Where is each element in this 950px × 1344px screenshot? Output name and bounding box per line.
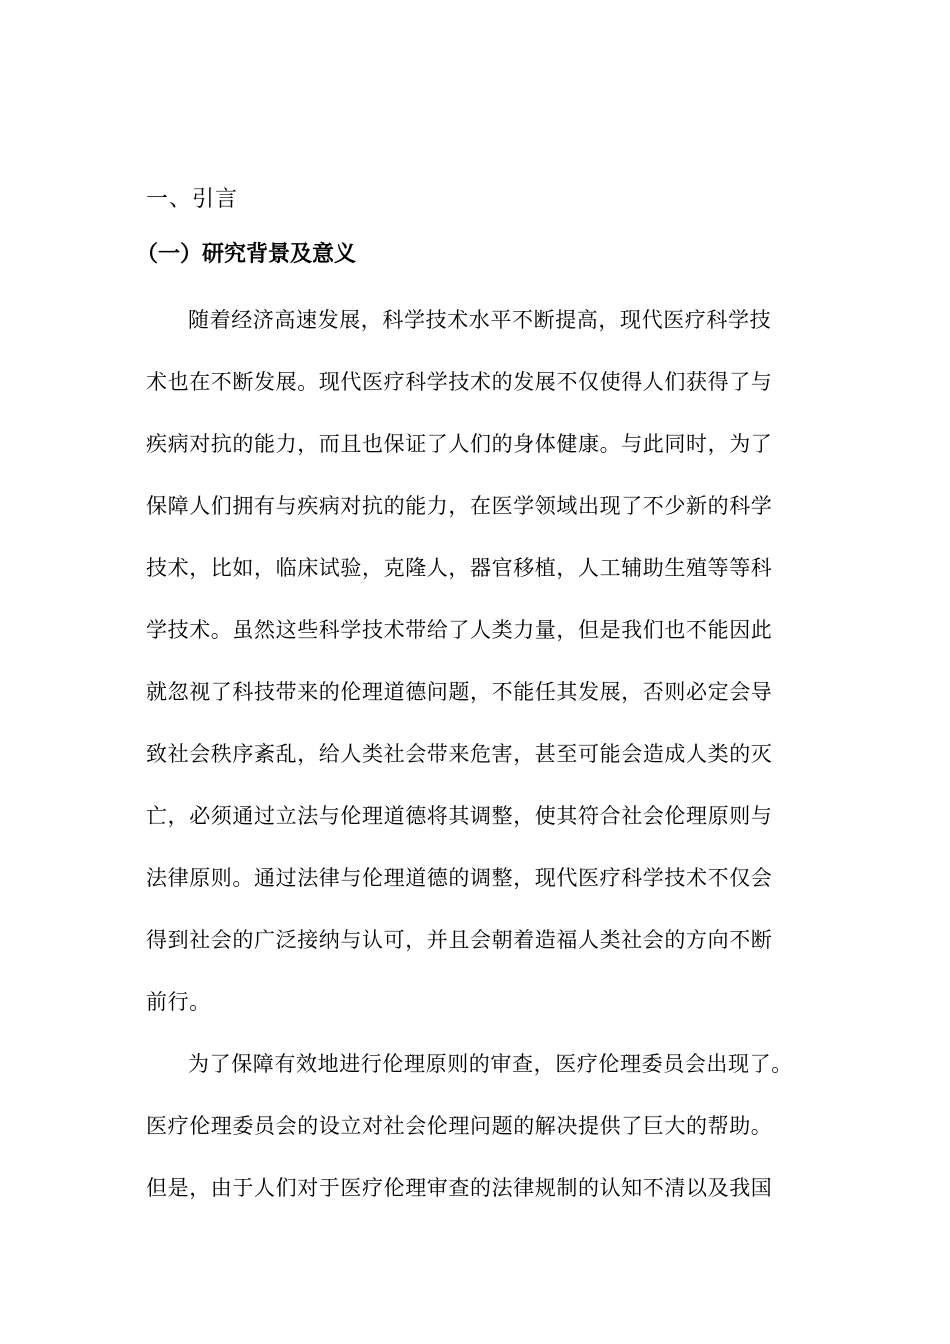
- paragraph-line: 致社会秩序紊乱，给人类社会带来危害，甚至可能会造成人类的灭: [146, 742, 773, 766]
- paragraph-line: 术也在不断发展。现代医疗科学技术的发展不仅使得人们获得了与: [146, 370, 773, 394]
- paragraph-line: 疾病对抗的能力，而且也保证了人们的身体健康。与此同时，为了: [146, 432, 773, 456]
- paragraph-line: 为了保障有效地进行伦理原则的审查，医疗伦理委员会出现了。: [188, 1052, 793, 1076]
- paragraph-line: 学技术。虽然这些科学技术带给了人类力量，但是我们也不能因此: [146, 618, 773, 642]
- paragraph-line: 得到社会的广泛接纳与认可，并且会朝着造福人类社会的方向不断: [146, 928, 773, 952]
- paragraph-ethics-committee: [146, 1033, 806, 1219]
- paragraph-line: 前行。: [146, 990, 211, 1014]
- paragraph-line: 就忽视了科技带来的伦理道德问题，不能任其发展，否则必定会导: [146, 680, 773, 704]
- paragraph-line: 但是，由于人们对于医疗伦理审查的法律规制的认知不清以及我国: [146, 1176, 773, 1200]
- subsection-heading: （一）研究背景及意义: [136, 242, 357, 267]
- paragraph-line: 亡，必须通过立法与伦理道德将其调整，使其符合社会伦理原则与: [146, 804, 773, 828]
- section-heading: 一、引言: [146, 187, 239, 212]
- paragraph-line: 法律原则。通过法律与伦理道德的调整，现代医疗科学技术不仅会: [146, 866, 773, 890]
- document-body: [136, 184, 806, 1219]
- paragraph-line: 医疗伦理委员会的设立对社会伦理问题的解决提供了巨大的帮助。: [146, 1114, 773, 1138]
- paragraph-line: 随着经济高速发展，科学技术水平不断提高，现代医疗科学技: [188, 308, 772, 332]
- paragraph-background: [146, 289, 806, 1033]
- paragraph-line: 技术，比如，临床试验，克隆人，器官移植，人工辅助生殖等等科: [146, 556, 773, 580]
- paragraph-line: 保障人们拥有与疾病对抗的能力，在医学领域出现了不少新的科学: [146, 494, 773, 518]
